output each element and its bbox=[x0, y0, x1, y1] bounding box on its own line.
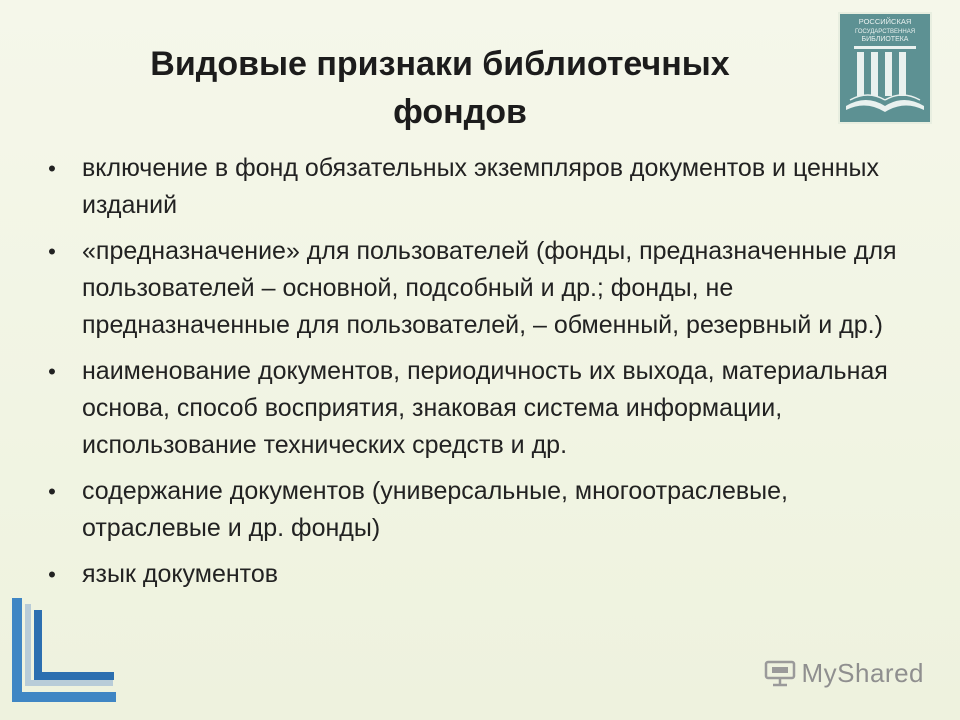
watermark bbox=[764, 656, 925, 690]
list-item bbox=[40, 150, 920, 224]
bullet-dot: • bbox=[48, 359, 56, 384]
slide-title bbox=[80, 40, 800, 136]
l-bracket-icon bbox=[12, 598, 116, 706]
rgb-library-logo bbox=[838, 12, 932, 124]
list-item bbox=[40, 473, 920, 547]
list-item bbox=[40, 353, 920, 464]
logo-text-line-2: ГОСУДАРСТВЕННАЯ bbox=[854, 29, 916, 35]
library-columns-book-icon bbox=[840, 14, 930, 122]
bullet-dot: • bbox=[48, 239, 56, 264]
title-line-2: фондов bbox=[393, 93, 527, 131]
title-line-1: Видовые признаки библиотечных bbox=[150, 45, 730, 83]
list-item-text: содержание документов (универсальные, многоотраслевые, отраслевые и др. фонды) bbox=[82, 477, 788, 542]
list-item-text: язык документов bbox=[82, 560, 279, 588]
bullet-dot: • bbox=[48, 562, 56, 587]
logo-text-line-3: БИБЛИОТЕКА bbox=[861, 36, 909, 43]
bullet-list bbox=[40, 150, 920, 602]
projector-icon bbox=[764, 658, 796, 688]
list-item bbox=[40, 556, 920, 593]
list-item-text: включение в фонд обязательных экземпляров документов и ценных изданий bbox=[82, 154, 879, 219]
list-item-text: «предназначение» для пользователей (фонды, предназначенные для пользователей – основной, подсобный и др.; фонды, не предназначенные для пользователей, – обменный, резервный и др.) bbox=[82, 237, 897, 339]
list-item bbox=[40, 233, 920, 344]
list-item-text: наименование документов, периодичность их выхода, материальная основа, способ восприятия, знаковая система информации, использование технических средств и др. bbox=[82, 357, 888, 459]
watermark-text: MyShared bbox=[801, 657, 924, 688]
logo-text-line-1: РОССИЙСКАЯ bbox=[858, 17, 912, 26]
bullet-dot: • bbox=[48, 479, 56, 504]
corner-decoration bbox=[12, 598, 116, 706]
bullet-dot: • bbox=[48, 156, 56, 181]
